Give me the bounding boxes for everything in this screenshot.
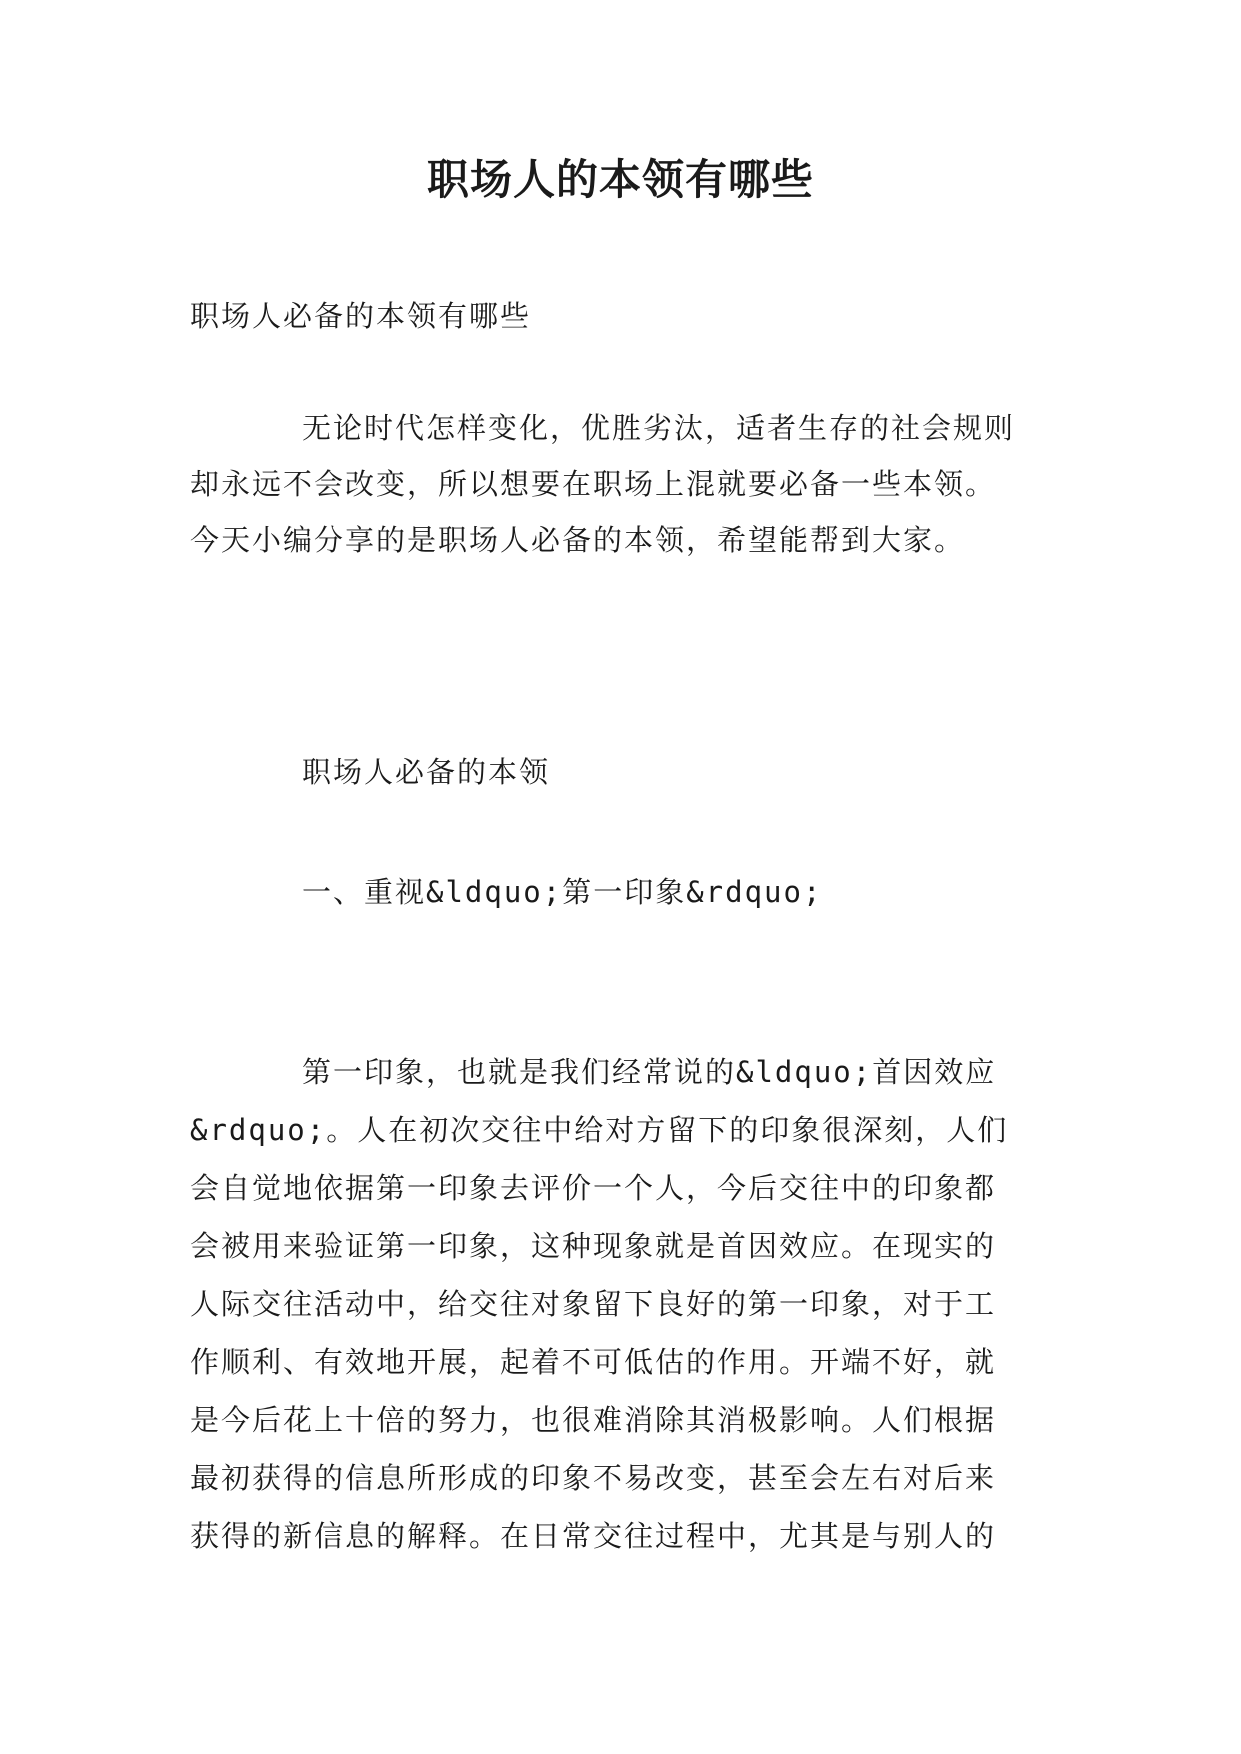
intro-line: 无论时代怎样变化，优胜劣汰，适者生存的社会规则 bbox=[302, 411, 1016, 445]
body-line: 人际交往活动中，给交往对象留下良好的第一印象，对于工 bbox=[190, 1287, 997, 1321]
intro-line: 今天小编分享的是职场人必备的本领，希望能帮到大家。 bbox=[190, 523, 966, 557]
body-line: 最初获得的信息所形成的印象不易改变，甚至会左右对后来 bbox=[190, 1461, 997, 1495]
body-line: 会被用来验证第一印象，这种现象就是首因效应。在现实的 bbox=[190, 1229, 997, 1263]
body-line: 第一印象，也就是我们经常说的&ldquo;首因效应 bbox=[302, 1055, 997, 1089]
body-line: 会自觉地依据第一印象去评价一个人，今后交往中的印象都 bbox=[190, 1171, 997, 1205]
body-line: 获得的新信息的解释。在日常交往过程中，尤其是与别人的 bbox=[190, 1519, 997, 1553]
body-line: 作顺利、有效地开展，起着不可低估的作用。开端不好，就 bbox=[190, 1345, 997, 1379]
body-line: &rdquo;。人在初次交往中给对方留下的印象很深刻，人们 bbox=[190, 1113, 1009, 1147]
body-line: 是今后花上十倍的努力，也很难消除其消极影响。人们根据 bbox=[190, 1403, 997, 1437]
document-subtitle: 职场人必备的本领有哪些 bbox=[190, 299, 532, 333]
document-title: 职场人的本领有哪些 bbox=[426, 155, 814, 204]
intro-line: 却永远不会改变，所以想要在职场上混就要必备一些本领。 bbox=[190, 467, 997, 501]
point-one-heading: 一、重视&ldquo;第一印象&rdquo; bbox=[302, 875, 823, 909]
section-heading: 职场人必备的本领 bbox=[302, 755, 551, 789]
